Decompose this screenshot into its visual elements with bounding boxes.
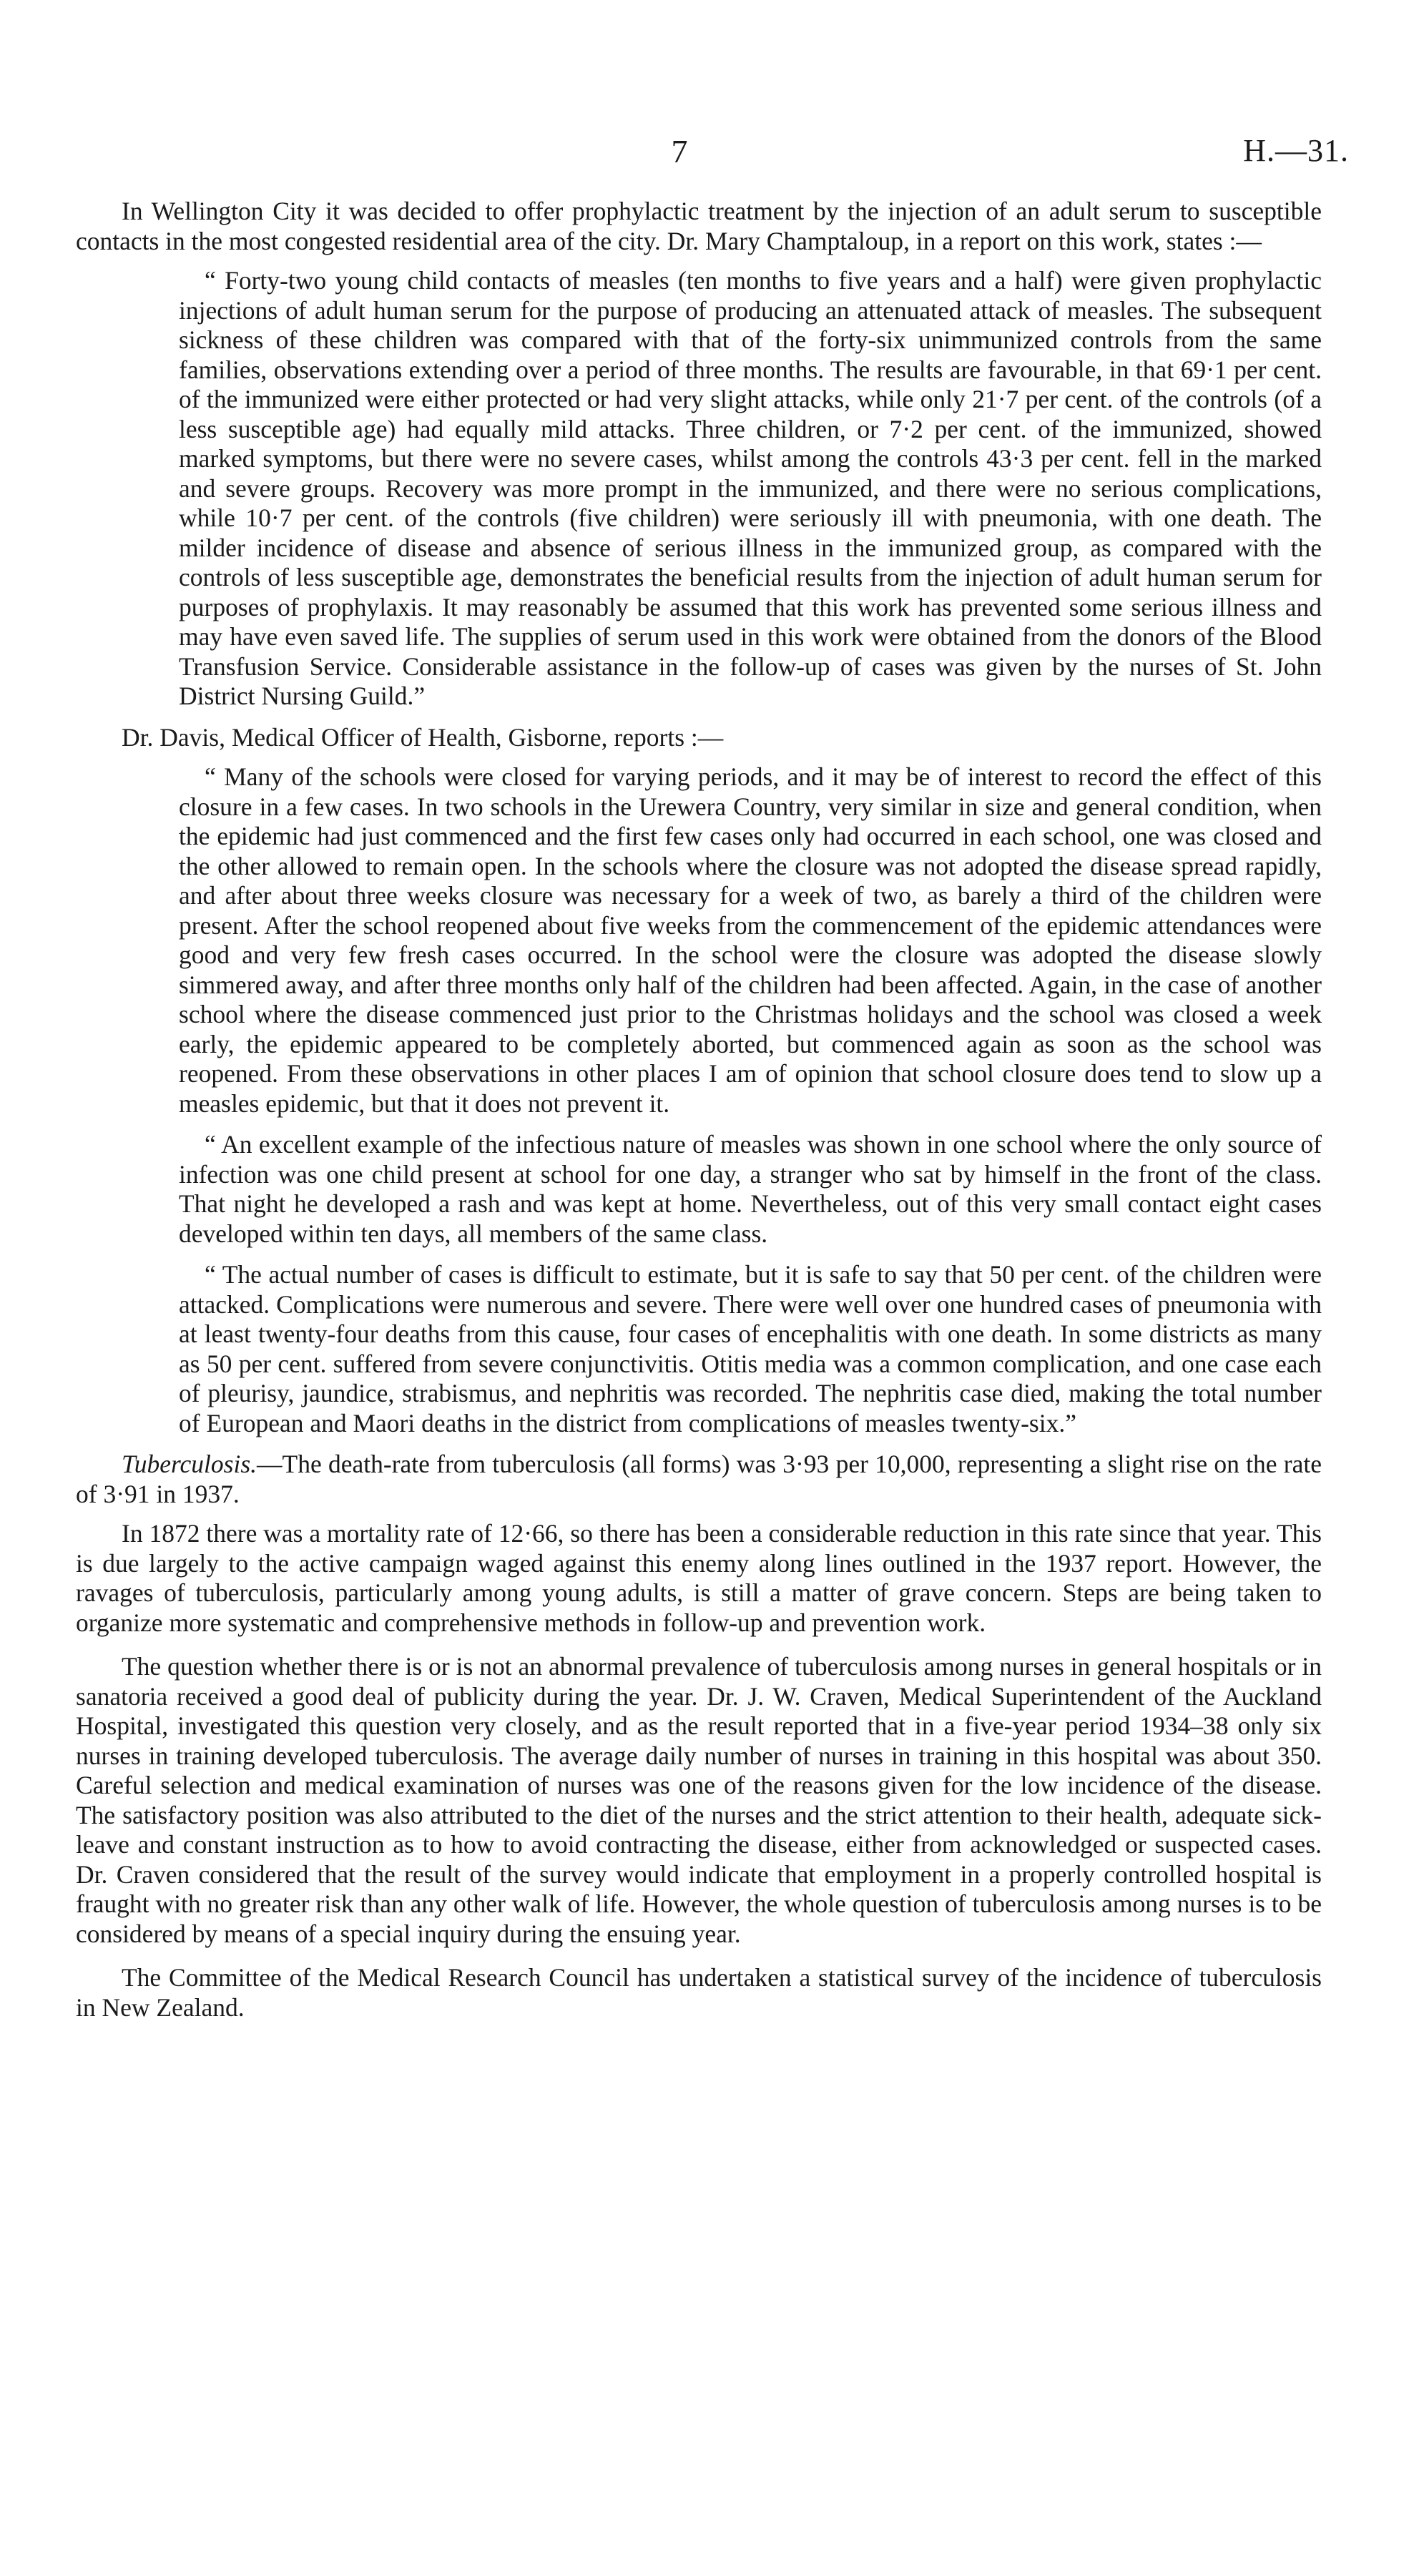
paragraph-tuberculosis (76, 1450, 1322, 1509)
page-number: 7 (671, 133, 688, 169)
quote-school-closure: “ Many of the schools were closed for varying periods, and it may be of interest to record the effect of this closure in a few cases. In two schools in the Urewera Country, very similar in size and general condition, when the epidemic had just commenced and the first few cases only had occurred in each school, one was closed and the other allowed to remain open. In the schools where the closure was not adopted the disease spread rapidly, and after about three weeks closure was necessary for a week of two, as barely a third of the children were present. After the school reopened about five weeks from the commencement of the epidemic attendances were good and very few fresh cases occurred. In the school were the closure was adopted the disease slowly simmered away, and after three months only half of the children had been affected. Again, in the case of another school where the disease commenced just prior to the Christmas holidays and the school was closed a week early, the epidemic appeared to be completely aborted, but commenced again as soon as the school was reopened. From these observations in other places I am of opinion that school closure does tend to slow up a measles epidemic, but that it does not prevent it. (179, 762, 1322, 1118)
paragraph-mortality-1872: In 1872 there was a mortality rate of 12·66, so there has been a considerable reduction in this rate since that year. This is due largely to the active campaign waged against this enemy along lines outlined in the 1937 report. However, the ravages of tuberculosis, particularly among young adults, is still a matter of grave concern. Steps are being taken to organize more systematic and comprehensive methods in follow-up and prevention work. (76, 1519, 1322, 1637)
paragraph-wellington: In Wellington City it was decided to offer prophylactic treatment by the injection of an adult serum to susceptible contacts in the most congested residential area of the city. Dr. Mary Champtaloup, in a report on this work, states :— (76, 197, 1322, 255)
tuberculosis-text: —The death-rate from tuberculosis (all forms) was 3·93 per 10,000, representing a slight rise on the rate of 3·91 in 1937. (76, 1450, 1322, 1508)
quote-case-count: “ The actual number of cases is difficult to estimate, but it is safe to say that 50 per cent. of the children were attacked. Complications were numerous and severe. There were well over one hundred cases of pneumonia with at least twenty-four deaths from this cause, four cases of encephalitis with one death. In some districts as many as 50 per cent. suffered from severe conjunctivitis. Otitis media was a common complication, and one case each of pleurisy, jaundice, strabismus, and nephritis was recorded. The nephritis case died, making the total number of European and Maori deaths in the district from complications of measles twenty-six.” (179, 1260, 1322, 1437)
document-reference: H.—31. (1243, 133, 1349, 168)
quote-champtaloup: “ Forty-two young child contacts of measles (ten months to five years and a half) were given prophylactic injections of adult human serum for the purpose of producing an attenuated attack of measles. The subsequent sickness of these children was compared with that of the forty-six unimmunized controls from the same families, observations extending over a period of three months. The results are favourable, in that 69·1 per cent. of the immunized were either protected or had very slight attacks, while only 21·7 per cent. of the controls (of a less susceptible age) had equally mild attacks. Three children, or 7·2 per cent. of the immunized, showed marked symptoms, but there were no severe cases, whilst among the controls 43·3 per cent. fell in the marked and severe groups. Recovery was more prompt in the immunized, and there were no serious complications, while 10·7 per cent. of the controls (five children) were seriously ill with pneumonia, with one death. The milder incidence of disease and absence of serious illness in the immunized group, as compared with the controls of less susceptible age, demonstrates the beneficial results from the injection of adult human serum for purposes of prophylaxis. It may reasonably be assumed that this work has prevented some serious illness and may have even saved life. The supplies of serum used in this work were obtained from the donors of the Blood Transfusion Service. Considerable assistance in the follow-up of cases was given by the nurses of St. John District Nursing Guild.” (179, 266, 1322, 710)
tuberculosis-heading: Tuberculosis. (122, 1450, 257, 1478)
quote-infection-example: “ An excellent example of the infectious nature of measles was shown in one school where the only source of infection was one child present at school for one day, a stranger who sat by himself in the front of the class. That night he developed a rash and was kept at home. Nevertheless, out of this very small contact eight cases developed within ten days, all members of the same class. (179, 1130, 1322, 1248)
paragraph-nurses: The question whether there is or is not an abnormal prevalence of tuberculosis among nurses in general hospitals or in sanatoria received a good deal of publicity during the year. Dr. J. W. Craven, Medical Superintendent of the Auckland Hospital, investigated this question very closely, and as the result reported that in a five-year period 1934–38 only six nurses in training developed tuberculosis. The average daily number of nurses in training in this hospital was about 350. Careful selection and medical examination of nurses was one of the reasons given for the low incidence of the disease. The satisfactory position was also attributed to the diet of the nurses and the strict attention to their health, adequate sick-leave and constant instruction as to how to avoid contracting the disease, either from acknowledged or suspected cases. Dr. Craven considered that the result of the survey would indicate that employment in a properly controlled hospital is fraught with no greater risk than any other walk of life. However, the whole question of tuberculosis among nurses is to be considered by means of a special inquiry during the ensuing year. (76, 1652, 1322, 1948)
body-text (76, 197, 1322, 2037)
paragraph-davis-intro: Dr. Davis, Medical Officer of Health, Gisborne, reports :— (122, 722, 724, 752)
paragraph-research-council: The Committee of the Medical Research Council has undertaken a statistical survey of the incidence of tuberculosis in New Zealand. (76, 1963, 1322, 2022)
